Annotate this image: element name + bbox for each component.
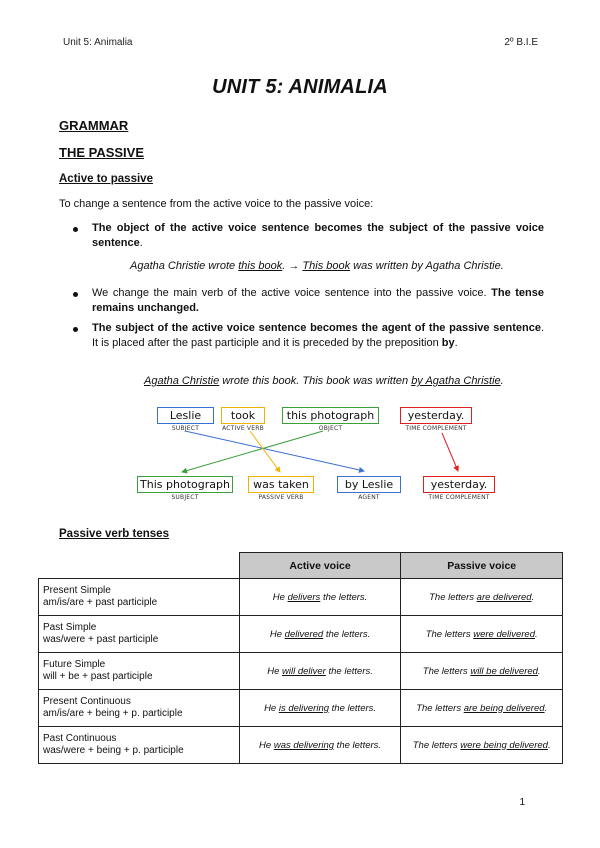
tense-name: Present Continuous <box>43 696 131 707</box>
example-1-part: Agatha Christie wrote <box>130 260 239 272</box>
passive-post: . <box>547 739 551 751</box>
diagram-box-agent: by Leslie <box>337 476 401 493</box>
active-verb: delivers <box>287 591 321 603</box>
active-verb: delivered <box>284 628 324 640</box>
table-row <box>39 690 563 727</box>
tense-cell <box>39 653 240 690</box>
diagram-box-passive-subject: This photograph <box>137 476 233 493</box>
tense-name: Past Continuous <box>43 733 117 744</box>
passive-example <box>401 690 563 727</box>
table-row <box>39 616 563 653</box>
passive-verb: are delivered <box>476 591 532 603</box>
tense-form: will + be + past participle <box>43 671 153 682</box>
passive-verb: were being delivered <box>460 739 548 751</box>
diagram-box-time-complement: yesterday. <box>400 407 472 424</box>
active-verb: is delivering <box>278 702 330 714</box>
diagram-tag-passive-time: TIME COMPLEMENT <box>428 494 490 501</box>
active-verb: was delivering <box>273 739 335 751</box>
tense-cell <box>39 727 240 764</box>
header-unit: Unit 5: Animalia <box>63 37 133 48</box>
passive-pre: The letters <box>422 665 471 677</box>
tenses-table <box>38 552 563 764</box>
bullet-1-bold: The object of the active voice sentence becomes the subject of the passive voice sentence <box>92 222 544 249</box>
table-header-passive: Passive voice <box>401 553 563 579</box>
heading-the-passive: THE PASSIVE <box>59 145 145 160</box>
tense-cell <box>39 690 240 727</box>
example-1-end: was written by Agatha Christie. <box>350 260 504 272</box>
active-example <box>239 727 401 764</box>
example-1-subject: This book <box>302 260 351 272</box>
example-2-subject: Agatha Christie <box>144 375 220 387</box>
bullet-2-bold: The tense remains unchanged. <box>92 287 544 314</box>
active-example <box>239 653 401 690</box>
arrow-time-complement <box>442 433 458 471</box>
tense-cell <box>39 579 240 616</box>
tense-cell <box>39 616 240 653</box>
passive-example <box>401 579 563 616</box>
active-pre: He <box>267 665 283 677</box>
table-header-empty <box>39 553 240 579</box>
heading-grammar: GRAMMAR <box>59 118 129 133</box>
passive-post: . <box>531 591 535 603</box>
diagram-box-passive-verb: was taken <box>248 476 314 493</box>
passive-example <box>401 727 563 764</box>
diagram-box-subject: Leslie <box>157 407 214 424</box>
tense-form: was/were + past participle <box>43 634 159 645</box>
header-class: 2º B.I.E <box>504 37 538 48</box>
example-2-end: . <box>500 375 504 387</box>
tense-form: am/is/are + past participle <box>43 597 158 608</box>
bullet-3-end: . <box>454 337 458 349</box>
page-title: UNIT 5: ANIMALIA <box>212 76 388 98</box>
table-header-active: Active voice <box>239 553 401 579</box>
bullet-3-by: by <box>441 337 455 349</box>
active-pre: He <box>264 702 279 714</box>
heading-active-to-passive: Active to passive <box>59 173 153 185</box>
tense-form: am/is/are + being + p. participle <box>43 708 183 719</box>
passive-pre: The letters <box>429 591 477 603</box>
active-example <box>239 616 401 653</box>
active-post: the letters. <box>329 702 377 714</box>
active-verb: will deliver <box>282 665 326 677</box>
example-1-object: this book <box>238 260 283 272</box>
passive-pre: The letters <box>425 628 474 640</box>
diagram-box-passive-time: yesterday. <box>423 476 495 493</box>
passive-example <box>401 616 563 653</box>
table-row <box>39 579 563 616</box>
diagram-tag-time-complement: TIME COMPLEMENT <box>405 425 467 432</box>
page-number: 1 <box>519 797 525 808</box>
diagram-tag-agent: AGENT <box>358 494 380 501</box>
arrow-object-to-subject <box>182 431 323 472</box>
tense-name: Present Simple <box>43 585 111 596</box>
example-1-arrow: . → <box>282 260 303 272</box>
active-pre: He <box>272 591 288 603</box>
heading-passive-verb-tenses: Passive verb tenses <box>59 528 169 540</box>
tense-name: Future Simple <box>43 659 106 670</box>
diagram-tag-object: OBJECT <box>318 425 343 432</box>
active-pre: He <box>269 628 285 640</box>
active-pre: He <box>259 739 274 751</box>
bullet-2-text: We change the main verb of the active voice sentence into the passive voice. <box>92 287 492 299</box>
active-post: the letters. <box>320 591 368 603</box>
active-example <box>239 579 401 616</box>
tense-form: was/were + being + p. participle <box>43 745 184 756</box>
active-example <box>239 690 401 727</box>
passive-pre: The letters <box>412 739 461 751</box>
diagram-tag-passive-subject: SUBJECT <box>171 494 199 501</box>
diagram-box-object: this photograph <box>282 407 379 424</box>
bullet-3-text: . It is placed after the past participle and it is preceded by the preposition <box>92 322 544 349</box>
table-row <box>39 727 563 764</box>
passive-verb: were delivered <box>473 628 536 640</box>
diagram-tag-active-verb: ACTIVE VERB <box>222 425 264 432</box>
passive-verb: will be delivered <box>470 665 538 677</box>
bullet-3-bold: The subject of the active voice sentence becomes the agent of the passive sentence <box>92 322 541 334</box>
diagram-box-active-verb: took <box>221 407 265 424</box>
intro-text: To change a sentence from the active voice to the passive voice: <box>59 198 374 210</box>
table-row <box>39 653 563 690</box>
passive-post: . <box>535 628 538 640</box>
example-2-middle: wrote this book. This book was written <box>219 375 412 387</box>
passive-post: . <box>544 702 548 714</box>
diagram-tag-subject: SUBJECT <box>171 425 200 432</box>
active-post: the letters. <box>325 665 373 677</box>
tense-name: Past Simple <box>43 622 97 633</box>
table-header-row <box>39 553 563 579</box>
example-2-agent: by Agatha Christie <box>411 375 501 387</box>
active-post: the letters. <box>323 628 371 640</box>
passive-verb: are being delivered <box>463 702 545 714</box>
passive-example <box>401 653 563 690</box>
bullet-1-rest: . <box>139 237 143 249</box>
active-post: the letters. <box>334 739 382 751</box>
passive-post: . <box>537 665 541 677</box>
passive-pre: The letters <box>416 702 464 714</box>
diagram-tag-passive-verb: PASSIVE VERB <box>258 494 304 501</box>
